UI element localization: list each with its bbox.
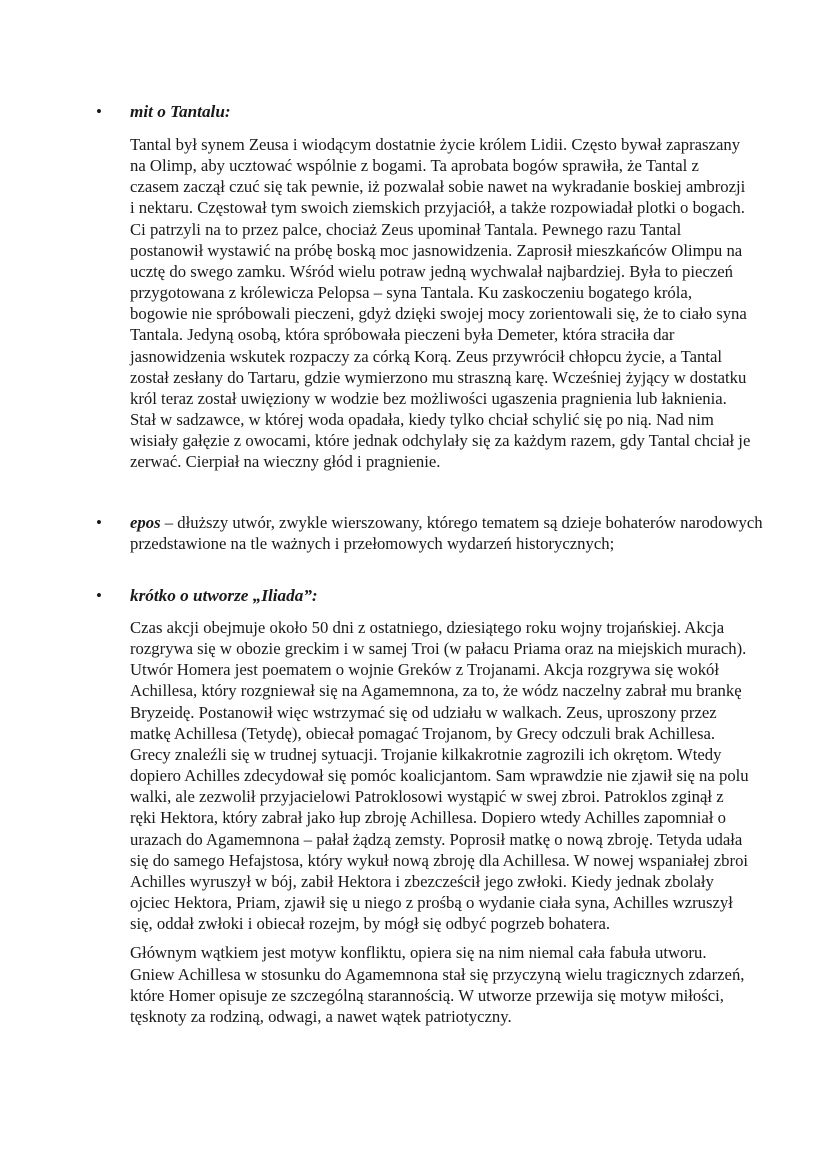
definition-term: epos bbox=[130, 513, 161, 532]
paragraph: Tantal był synem Zeusa i wiodącym dostatnie życie królem Lidii. Często bywał zapraszany na Olimp, aby ucztować wspólnie z bogami. Ta aprobata bogów sprawiła, że Tantal z czasem zaczął czuć się tak pewnie, iż pozwalał sobie nawet na wykradanie boskiej ambrozji i nektaru. Częstował tym swoich ziemskich przyjaciół, a także rozpowiadał plotki o bogach. Ci patrzyli na to przez palce, chociaż Zeus upominał Tantala. Pewnego razu Tantal postanowił wystawić na próbę boską moc jasnowidzenia. Zaprosił mieszkańców Olimpu na ucztę do swego zamku. Wśród wielu potraw jedną wychwalał najbardziej. Była to pieczeń przygotowana z królewicza Pelopsa – syna Tantala. Ku zaskoczeniu bogatego króla, bogowie nie spróbowali pieczeni, gdyż dzięki swojej mocy zorientowali się, że to ciało syna Tantala. Jedyną osobą, która spróbowała pieczeni była Demeter, która straciła dar jasnowidzenia wskutek rozpaczy za córką Korą. Zeus przywrócił chłopcu życie, a Tantal został zesłany do Tartaru, gdzie wymierzono mu straszną karę. Wcześniej żyjący w dostatku król teraz został uwięziony w wodzie bez możliwości ugaszenia pragnienia lub łaknienia. Stał w sadzawce, w której woda opadała, kiedy tylko chciał schylić się po nią. Nad nim wisiały gałęzie z owocami, które jednak odchylały się za każdym razem, gdy Tantal chciał je zerwać. Cierpiał na wieczny głód i pragnienie. bbox=[130, 135, 751, 472]
section-heading: krótko o utworze „Iliada”: bbox=[130, 586, 318, 605]
bullet-icon: • bbox=[96, 586, 102, 605]
section-heading: mit o Tantalu: bbox=[130, 102, 231, 121]
section-epos-definition bbox=[92, 512, 772, 554]
section-heading-row bbox=[92, 101, 772, 122]
paragraph: Czas akcji obejmuje około 50 dni z ostatniego, dziesiątego roku wojny trojańskiej. Akcja rozgrywa się w obozie greckim i w samej Troi (w pałacu Priama oraz na miejskich murach). Utwór Homera jest poematem o wojnie Greków z Trojanami. Akcja rozgrywa się wokół Achillesa, który rozgniewał się na Agamemnona, za to, że wódz naczelny zabrał mu brankę Bryzeidę. Postanowił więc wstrzymać się od udziału w walkach. Zeus, uproszony przez matkę Achillesa (Tetydę), obiecał pomagać Trojanom, by Grecy odczuli brak Achillesa. Grecy znaleźli się w trudnej sytuacji. Trojanie kilkakrotnie zagrozili ich okrętom. Wtedy dopiero Achilles zdecydował się pomóc koalicjantom. Sam wprawdzie nie zjawił się na polu walki, ale zezwolił przyjacielowi Patroklosowi wystąpić w swej zbroi. Patroklos zginął z ręki Hektora, który zabrał jako łup zbroję Achillesa. Dopiero wtedy Achilles zapomniał o urazach do Agamemnona – pałał żądzą zemsty. Poprosił matkę o nową zbroję. Tetyda udała się do samego Hefajstosa, który wykuł nową zbroję dla Achillesa. W nowej wspaniałej zbroi Achilles wyruszył w bój, zabił Hektora i zbezcześcił jego zwłoki. Kiedy jednak zbolały ojciec Hektora, Priam, zjawił się u niego z prośbą o wydanie ciała syna, Achilles wzruszył się, oddał zwłoki i obiecał rozejm, by mógł się odbyć pogrzeb bohatera. bbox=[130, 618, 749, 934]
definition-text bbox=[130, 512, 770, 554]
paragraph: Głównym wątkiem jest motyw konfliktu, opiera się na nim niemal cała fabuła utworu. Gniew Achillesa w stosunku do Agamemnona stał się przyczyną wielu tragicznych zdarzeń, które Homer opisuje ze szczególną starannością. W utworze przewija się motyw miłości, tęsknoty za rodziną, odwagi, a nawet wątek patriotyczny. bbox=[130, 943, 745, 1026]
definition-body: – dłuższy utwór, zwykle wierszowany, którego tematem są dzieje bohaterów narodowych przedstawione na tle ważnych i przełomowych wydarzeń historycznych; bbox=[130, 513, 763, 554]
definition-row bbox=[92, 512, 772, 554]
bullet-icon: • bbox=[96, 102, 102, 121]
section-tantalus-myth bbox=[92, 101, 772, 473]
section-heading-row bbox=[92, 585, 772, 606]
bullet-icon: • bbox=[96, 513, 102, 532]
section-iliad-summary bbox=[92, 585, 772, 1027]
